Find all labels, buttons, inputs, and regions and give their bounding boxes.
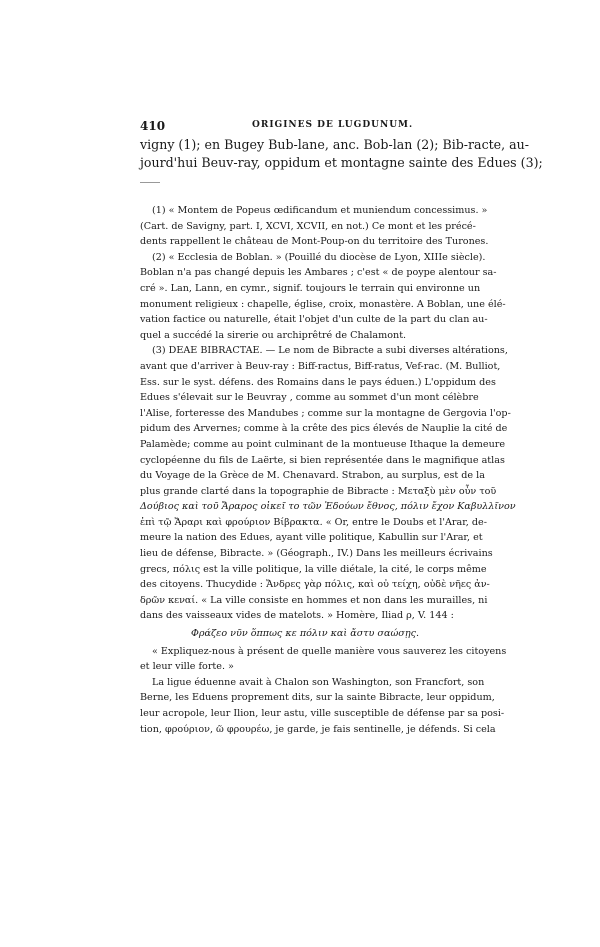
footnote-line: dans des vaisseaux vides de matelots. » Homère, Iliad ρ, V. 144 : (140, 610, 454, 622)
footnote-line: grecs, πόλις est la ville politique, la ville diétale, la cité, le corps même (140, 563, 487, 575)
footnotes (140, 203, 516, 737)
page-number: 410 (140, 119, 166, 133)
footnote-line: Boblan n'a pas changé depuis les Ambares ; c'est « de poype alentour sa- (140, 267, 497, 279)
footnote-line: (Cart. de Savigny, part. I, XCVI, XCVII, en not.) Ce mont et les précé- (140, 220, 476, 232)
footnote-3: (3) DEAE BIBRACTAE. — Le nom de Bibracte a subi diverses altérations, (152, 345, 508, 357)
body-line: jourd'hui Beuv-ray, oppidum et montagne sainte des Edues (3); (140, 155, 543, 170)
footnote-line: tion, φρούριον, ῶ φρουρέω, je garde, je fais sentinelle, je défends. Si cela (140, 723, 496, 735)
body-text (140, 136, 543, 172)
footnote-line: δρῶν κεναί. « La ville consiste en hommes et non dans les murailles, ni (140, 594, 488, 606)
footnote-line: l'Alise, forteresse des Mandubes ; comme sur la montagne de Gergovia l'op- (140, 407, 511, 419)
footnote-line: « Expliquez-nous à présent de quelle manière vous sauverez les citoyens (152, 645, 507, 657)
footnote-line: La ligue éduenne avait à Chalon son Washington, son Francfort, son (152, 676, 485, 688)
footnote-line: avant que d'arriver à Beuv-ray : Biff-ractus, Biff-ratus, Vef-rac. (M. Bulliot, (140, 360, 501, 372)
greek-quotation: Φράζεο νῦν ὅππως κε πόλιν καὶ ἄστυ σαώσῃς. (191, 628, 419, 640)
footnote-line: Edues s'élevait sur le Beuvray , comme au sommet d'un mont célèbre (140, 392, 479, 404)
footnote-line: Δούβιος καὶ τοῦ Ἄραρος οἰκεῖ το τῶν Ἐδούων ἔθνος, πόλιν ἔχον Καβυλλῖνον (140, 501, 516, 513)
footnote-line: cré ». Lan, Lann, en cymr., signif. toujours le terrain qui environne un (140, 282, 481, 294)
footnote-line: dents rappellent le château de Mont-Poup-on du territoire des Turones. (140, 236, 489, 248)
footnote-line: monument religieux : chapelle, église, croix, monastère. A Boblan, une élé- (140, 298, 506, 310)
footnote-line: Ess. sur le syst. défens. des Romains dans le pays éduen.) L'oppidum des (140, 376, 496, 388)
footnote-1: (1) « Montem de Popeus œdificandum et muniendum concessimus. » (152, 205, 488, 216)
footnote-line: Palamède; comme au point culminant de la montueuse Ithaque la demeure (140, 438, 506, 450)
footnote-line: vation factice ou naturelle, était l'objet d'un culte de la part du clan au- (140, 314, 488, 326)
footnote-line: Berne, les Eduens proprement dits, sur la sainte Bibracte, leur oppidum, (140, 692, 495, 704)
footnote-line: quel a succédé la sirerie ou archiprêtré de Chalamont. (140, 329, 407, 341)
footnote-line: ἐπὶ τῷ Ἄραρι καὶ φρούριον Βίβρακτα. « Or, entre le Doubs et l'Arar, de- (140, 516, 487, 528)
footnote-line: meure la nation des Edues, ayant ville politique, Kabullin sur l'Arar, et (140, 532, 483, 544)
footnote-2: (2) « Ecclesia de Boblan. » (Pouillé du diocèse de Lyon, XIIIe siècle). (152, 251, 486, 263)
footnote-line: et leur ville forte. » (140, 661, 234, 673)
footnote-line: du Voyage de la Grèce de M. Chenavard. Strabon, au surplus, est de la (140, 470, 485, 482)
footnote-line: cyclopéenne du fils de Laërte, si bien représentée dans le magnifique atlas (140, 454, 505, 466)
footnote-line: plus grande clarté dans la topographie de Bibracte : Μεταξὺ μὲν οὖν τοῦ (140, 485, 497, 497)
footnote-line: des citoyens. Thucydide : Ἄνδρες γὰρ πόλις, καὶ οὐ τείχη, οὐδὲ νῆες ἀν- (140, 579, 490, 591)
footnote-line: leur acropole, leur Ilion, leur astu, ville susceptible de défense par sa posi- (140, 708, 505, 719)
page-header (140, 119, 470, 133)
footnote-line: lieu de défense, Bibracte. » (Géograph., IV.) Dans les meilleurs écrivains (140, 548, 493, 560)
footnote-divider (140, 182, 160, 183)
running-head: ORIGINES DE LUGDUNUM. (252, 120, 414, 130)
footnote-line: pidum des Arvernes; comme à la crête des pics élevés de Nauplie la cité de (140, 423, 508, 435)
body-line: vigny (1); en Bugey Bub-lane, anc. Bob-lan (2); Bib-racte, au- (140, 137, 530, 152)
